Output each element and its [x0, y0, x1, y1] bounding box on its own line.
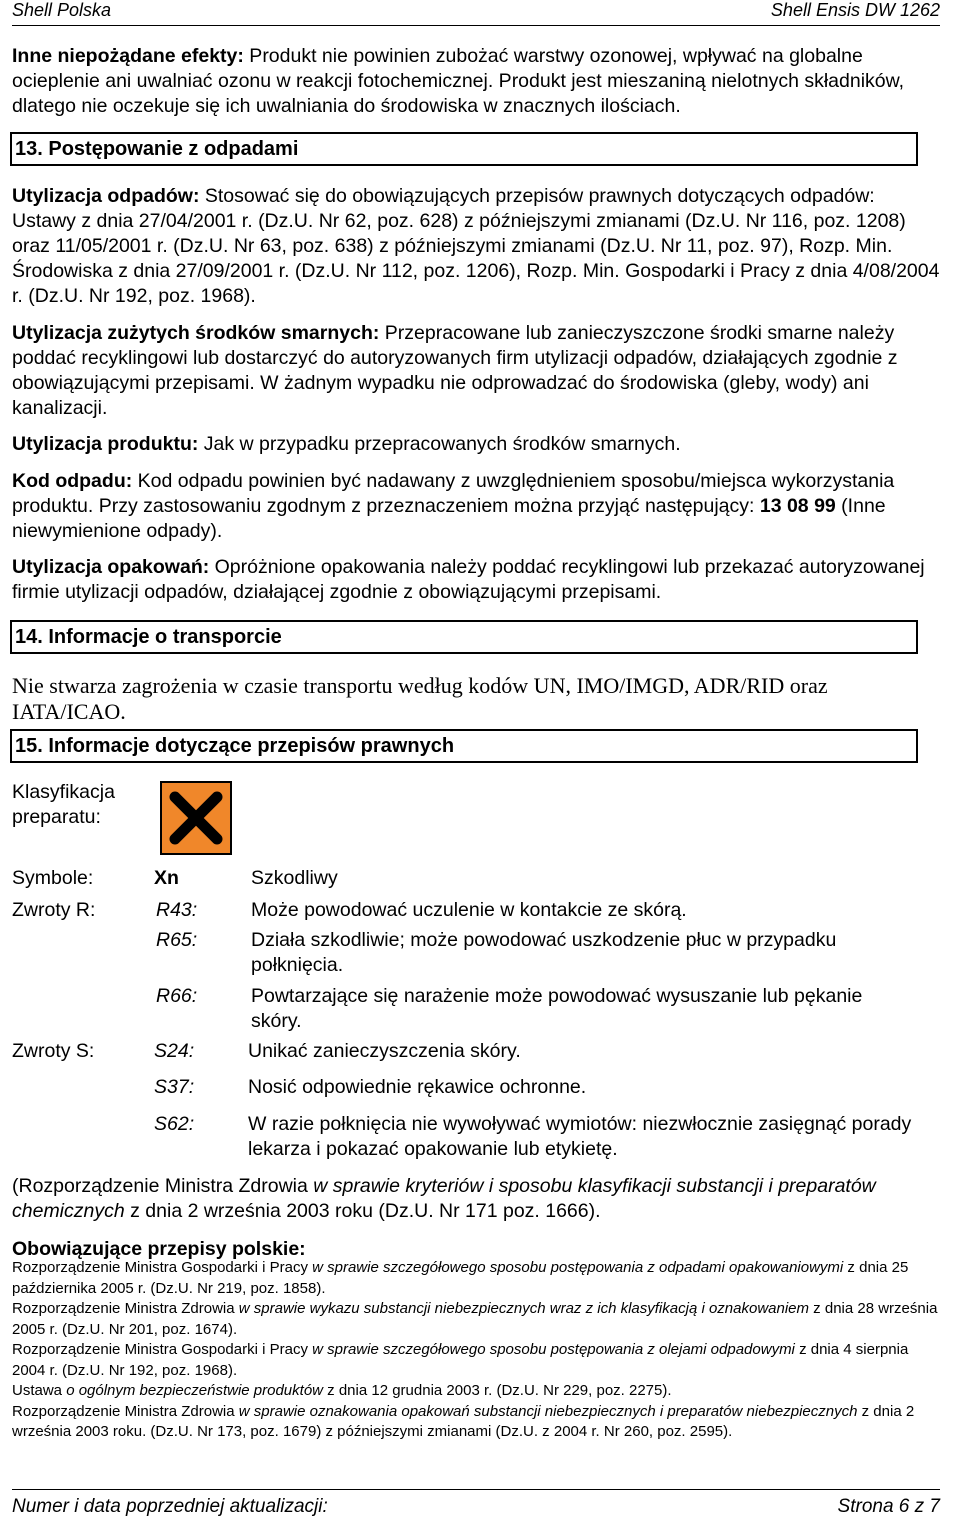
r-phrases-label: Zwroty R:: [12, 899, 96, 921]
header-company: Shell Polska: [12, 0, 112, 20]
waste-disposal-paragraph: [12, 184, 940, 309]
s-phrase-text: Unikać zanieczyszczenia skóry.: [248, 1040, 521, 1062]
s-phrase-code: S24:: [154, 1040, 195, 1062]
waste-code-paragraph: [12, 469, 940, 544]
product-disposal-text: Jak w przypadku przepracowanych środków smarnych.: [198, 433, 681, 455]
regulation-item: Rozporządzenie Ministra Gospodarki i Pracy w sprawie szczegółowego sposobu postępowania z olejami odpadowymi z dnia 4 sierpnia 2004 r. (Dz.U. Nr 192, poz. 1968).: [12, 1341, 909, 1379]
regulation-title: w sprawie kryteriów i sposobu klasyfikacji substancji i preparatów chemicznych: [12, 1175, 876, 1222]
lubricant-disposal-paragraph: [12, 321, 940, 421]
r-phrase-text: Powtarzające się narażenie może powodować wysuszanie lub pękanie skóry.: [251, 985, 863, 1032]
r-phrase-text: Może powodować uczulenie w kontakcie ze skórą.: [251, 899, 687, 921]
other-effects-paragraph: [12, 44, 940, 119]
other-effects-label: Inne niepożądane efekty:: [12, 45, 244, 67]
footer-revision-label: Numer i data poprzedniej aktualizacji:: [12, 1496, 328, 1517]
product-disposal-label: Utylizacja produktu:: [12, 433, 199, 455]
header-product: Shell Ensis DW 1262: [770, 0, 940, 20]
packaging-disposal-text: Opróżnione opakowania należy poddać recyklingowi lub przekazać autoryzowanej firmie utylizacji odpadów, działającej zgodnie z obowiązującymi przepisami.: [12, 556, 925, 603]
regulation-text: (Rozporządzenie Ministra Zdrowia: [12, 1175, 314, 1197]
symbol-code: Xn: [154, 867, 179, 889]
waste-code-label: Kod odpadu:: [12, 470, 133, 492]
regulation-reference: z dnia 2 września 2003 roku (Dz.U. Nr 171 poz. 1666).: [124, 1200, 601, 1222]
polish-regulations-label: Obowiązujące przepisy polskie:: [12, 1238, 306, 1260]
lubricant-disposal-label: Utylizacja zużytych środków smarnych:: [12, 322, 380, 344]
r-phrase-code: R65:: [156, 929, 198, 951]
regulation-item: Rozporządzenie Ministra Zdrowia w sprawie oznakowania opakowań substancji niebezpiecznych i preparatów niebezpiecznych z dnia 2 września 2003 roku. (Dz.U. Nr 173, poz. 1679) z późniejszymi zmianami (Dz.U. z 2004 r. Nr 260, poz. 2595).: [12, 1402, 915, 1440]
classification-label: Klasyfikacja preparatu:: [12, 781, 115, 828]
waste-disposal-text: Stosować się do obowiązujących przepisów prawnych dotyczących odpadów: Ustawy z dnia 27/04/2001 r. (Dz.U. Nr 62, poz. 628) z późniejszymi zmianami (Dz.U. Nr 116, poz. 1208) oraz 11/05/2001 r. (Dz.U. Nr 63, poz. 638) z późniejszymi zmianami (Dz.U. Nr 11, poz. 97), Rozp. Min. Środowiska z dnia 27/09/2001 r. (Dz.U. Nr 112, poz. 1206), Rozp. Min. Gospodarki i Pracy z dnia 4/08/2004 r. (Dz.U. Nr 192, poz. 1968).: [12, 185, 940, 307]
s-phrases-label: Zwroty S:: [12, 1040, 95, 1062]
footer-divider: [12, 1489, 940, 1490]
waste-code-value: 13 08 99: [759, 495, 836, 517]
lubricant-disposal-text: Przepracowane lub zanieczyszczone środki smarne należy poddać recyklingowi lub dostarczyć do autoryzowanych firm utylizacji odpadów, działających zgodnie z obowiązującymi przepisami. W żadnym wypadku nie odprowadzać do środowiska (gleby, wody) ani kanalizacji.: [12, 322, 898, 419]
symbols-label: Symbole:: [12, 867, 94, 889]
s-phrase-text: W razie połknięcia nie wywoływać wymiotów: niezwłocznie zasięgnąć porady lekarza i pokazać opakowanie lub etykietę.: [248, 1113, 912, 1160]
other-effects-text: Produkt nie powinien zubożać warstwy ozonowej, wpływać na globalne ocieplenie ani uwalniać ozonu w reakcji fotochemicznej. Produkt jest mieszaniną nielotnych składników, dlatego nie oczekuje się ich uwalniania do środowiska w znacznych ilościach.: [12, 45, 905, 117]
r-phrase-code: R43:: [156, 899, 198, 921]
packaging-disposal-paragraph: [12, 555, 940, 605]
r-phrase-code: R66:: [156, 985, 198, 1007]
waste-code-text: Kod odpadu powinien być nadawany z uwzględnieniem sposobu/miejsca wykorzystania produktu. Przy zastosowaniu zgodnym z przeznaczeniem można przyjąć następujący:: [12, 470, 895, 517]
packaging-disposal-label: Utylizacja opakowań:: [12, 556, 210, 578]
transport-text: Nie stwarza zagrożenia w czasie transportu według kodów UN, IMO/IMGD, ADR/RID oraz IATA/ICAO.: [12, 673, 828, 724]
section-13-heading: 13. Postępowanie z odpadami: [10, 132, 918, 166]
footer-page-number: Strona 6 z 7: [837, 1496, 940, 1517]
section-14-heading: 14. Informacje o transporcie: [10, 620, 918, 654]
regulation-item: Ustawa o ogólnym bezpieczeństwie produktów z dnia 12 grudnia 2003 r. (Dz.U. Nr 229, poz. 2275).: [12, 1382, 672, 1399]
symbol-text: Szkodliwy: [251, 867, 338, 889]
classification-regulation-note: [12, 1174, 940, 1224]
regulation-item: Rozporządzenie Ministra Gospodarki i Pracy w sprawie szczegółowego sposobu postępowania z odpadami opakowaniowymi z dnia 25 października 2005 r. (Dz.U. Nr 219, poz. 1858).: [12, 1259, 909, 1297]
harmful-hazard-icon: [160, 781, 232, 855]
s-phrase-code: S62:: [154, 1113, 195, 1135]
waste-code-note: (Inne niewymienione odpady).: [12, 495, 886, 542]
s-phrase-text: Nosić odpowiednie rękawice ochronne.: [248, 1076, 587, 1098]
regulation-item: Rozporządzenie Ministra Zdrowia w sprawie wykazu substancji niebezpiecznych wraz z ich klasyfikacją i oznakowaniem z dnia 28 września 2005 r. (Dz.U. Nr 201, poz. 1674).: [12, 1300, 938, 1338]
polish-regulations-list: [12, 1258, 940, 1443]
r-phrase-text: Działa szkodliwie; może powodować uszkodzenie płuc w przypadku połknięcia.: [251, 929, 837, 976]
section-15-heading: 15. Informacje dotyczące przepisów prawnych: [10, 729, 918, 763]
waste-disposal-label: Utylizacja odpadów:: [12, 185, 200, 207]
product-disposal-paragraph: [12, 432, 940, 457]
s-phrase-code: S37:: [154, 1076, 195, 1098]
header-divider: [12, 25, 940, 26]
